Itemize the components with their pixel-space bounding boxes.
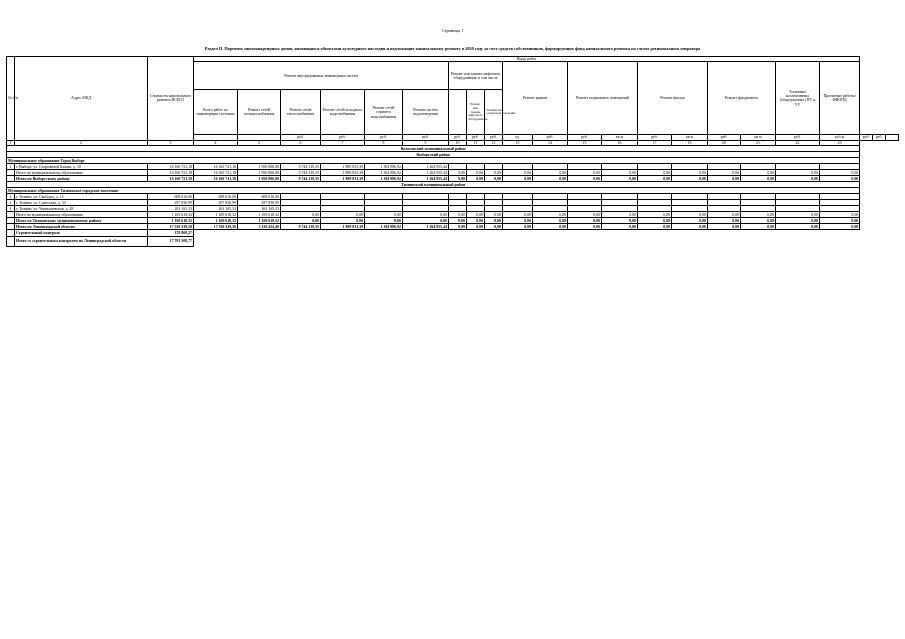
row-value: 1 304 986,92 bbox=[365, 224, 403, 230]
row-label: Итого по Тихвинскому муниципальному району bbox=[15, 218, 148, 224]
row-label: Итого по Выборгскому району bbox=[15, 176, 148, 182]
row-value: 16 160 721,18 bbox=[194, 170, 238, 176]
colnum-cell: 9 bbox=[403, 140, 449, 145]
row-value: 0,00 bbox=[503, 212, 533, 218]
row-value: 1 169 618,32 bbox=[148, 218, 194, 224]
row-value: 0,00 bbox=[638, 170, 672, 176]
colnum-cell: 11 bbox=[467, 140, 485, 145]
row-value: 9 744 139,35 bbox=[281, 164, 321, 170]
unit-cell: куб.м bbox=[820, 135, 860, 140]
colnum-cell: 5 bbox=[238, 140, 281, 145]
row-value: 0,00 bbox=[602, 176, 638, 182]
row-value: 16 160 721,18 bbox=[148, 176, 194, 182]
header-heat: Ремонт сетей теплоснабжения bbox=[281, 90, 321, 135]
row-value: 0,00 bbox=[485, 218, 503, 224]
header-total-cost: Стоимость капитального ремонта ВСЕГО bbox=[148, 57, 194, 141]
row-value: 0,00 bbox=[568, 176, 602, 182]
row-value: 0,00 bbox=[568, 218, 602, 224]
row-value: 0,00 bbox=[708, 218, 741, 224]
row-value: 16 160 721,18 bbox=[194, 164, 238, 170]
row-value: 263 165,33 bbox=[148, 206, 194, 212]
row-value: 0,00 bbox=[321, 212, 365, 218]
header-meters: Установка коллективных (общедомовых) ПУ и УУ bbox=[776, 62, 820, 135]
header-roof: Ремонт крыши bbox=[503, 62, 568, 135]
header-elevator-blank bbox=[449, 90, 467, 135]
row-value: 0,00 bbox=[568, 224, 602, 230]
unit-cell: руб. bbox=[467, 135, 485, 140]
final-blank bbox=[7, 237, 15, 247]
row-label: г. Тихвин, ул. Советская, д. 33 bbox=[15, 200, 148, 206]
unit-cell: руб. bbox=[776, 135, 820, 140]
header-electro: Ремонт сетей электроснабжения bbox=[238, 90, 281, 135]
row-value: 0,00 bbox=[708, 212, 741, 218]
row-value: 0,00 bbox=[533, 212, 568, 218]
header-design: Проектные работы/ФИОПД bbox=[820, 62, 860, 135]
row-number: 2 bbox=[7, 194, 15, 200]
row-value: 1 304 986,92 bbox=[365, 170, 403, 176]
colnum-cell: 10 bbox=[449, 140, 467, 145]
row-value: 0,00 bbox=[602, 218, 638, 224]
unit-cell: руб. bbox=[281, 135, 321, 140]
row-value: 9 744 139,35 bbox=[281, 224, 321, 230]
section-vyborgsky: Выборгский район bbox=[7, 152, 860, 158]
header-sewer: Ремонт систем водоотведения bbox=[403, 90, 449, 135]
section-tikhvinsky: Тихвинский муниципальный район bbox=[7, 182, 860, 188]
colnum-cell: 21 bbox=[741, 140, 776, 145]
row-value: 1 264 955,44 bbox=[403, 176, 449, 182]
row-value: 1 956 806,08 bbox=[238, 170, 281, 176]
colnum-cell: 18 bbox=[672, 140, 708, 145]
colnum-cell: 4 bbox=[194, 140, 238, 145]
row-value: 1 889 833,39 bbox=[321, 224, 365, 230]
row-value: 9 744 139,35 bbox=[281, 170, 321, 176]
row-value: 0,00 bbox=[776, 170, 820, 176]
row-value: 297 836,99 bbox=[148, 200, 194, 206]
row-value: 0,00 bbox=[820, 176, 860, 182]
row-value: 0,00 bbox=[449, 218, 467, 224]
row-value: 0,00 bbox=[672, 218, 708, 224]
row-value: 0,00 bbox=[672, 212, 708, 218]
unit-cell: руб. bbox=[873, 135, 886, 140]
row-value: 0,00 bbox=[602, 170, 638, 176]
row-value: 0,00 bbox=[449, 224, 467, 230]
row-value: 1 956 806,08 bbox=[238, 176, 281, 182]
row-value: 0,00 bbox=[467, 176, 485, 182]
row-value: 0,00 bbox=[485, 176, 503, 182]
unit-cell: руб. bbox=[568, 135, 602, 140]
row-value: 0,00 bbox=[820, 170, 860, 176]
row-value: 1 264 955,44 bbox=[403, 170, 449, 176]
header-no: № п/п bbox=[7, 57, 15, 141]
row-value: 1 889 833,39 bbox=[321, 170, 365, 176]
row-value: 0,00 bbox=[503, 176, 533, 182]
unit-cell: руб. bbox=[403, 135, 449, 140]
header-subtotal: Всего работ по инженерным системам bbox=[194, 90, 238, 135]
unit-cell: руб. bbox=[860, 135, 873, 140]
final-total-label: Итого со строительным контролем по Ленинградской области bbox=[15, 237, 148, 247]
row-value: 0,00 bbox=[403, 218, 449, 224]
colnum-cell: 6 bbox=[281, 140, 321, 145]
row-value: 0,00 bbox=[503, 224, 533, 230]
row-value: 0,00 bbox=[741, 212, 776, 218]
row-value: 1 169 618,32 bbox=[238, 218, 281, 224]
unit-cell bbox=[886, 135, 899, 140]
section-volosovsky: Волосовский муниципальный район bbox=[7, 146, 860, 152]
row-label: г. Тихвин, ул. Чернышевская, д. 48 bbox=[15, 206, 148, 212]
row-value: 0,00 bbox=[449, 212, 467, 218]
colnum-cell: 15 bbox=[568, 140, 602, 145]
colnum-cell: 12 bbox=[485, 140, 503, 145]
row-value: 0,00 bbox=[403, 212, 449, 218]
final-total-row bbox=[7, 237, 899, 247]
row-value: 0,00 bbox=[449, 170, 467, 176]
row-value: 0,00 bbox=[321, 218, 365, 224]
stroy-blank bbox=[7, 230, 15, 237]
row-value: 0,00 bbox=[776, 176, 820, 182]
row-value: 608 616,00 bbox=[194, 194, 238, 200]
unit-cell: руб. bbox=[708, 135, 741, 140]
header-engineering-group: Ремонт внутридомовых инженерных систем bbox=[194, 62, 449, 90]
header-facade: Ремонт фасада bbox=[638, 62, 708, 135]
unit-cell: кв.м bbox=[602, 135, 638, 140]
row-value: 297 836,99 bbox=[238, 200, 281, 206]
colnum-cell: 13 bbox=[503, 140, 533, 145]
unit-cell: кв.м bbox=[672, 135, 708, 140]
row-value: 0,00 bbox=[741, 218, 776, 224]
row-value: 0,00 bbox=[568, 170, 602, 176]
row-value: 0,00 bbox=[776, 224, 820, 230]
row-value: 0,00 bbox=[672, 176, 708, 182]
stroy-empty bbox=[194, 230, 860, 237]
row-value: 0,00 bbox=[741, 224, 776, 230]
row-value: 0,00 bbox=[820, 218, 860, 224]
row-value: 0,00 bbox=[708, 224, 741, 230]
row-value: 0,00 bbox=[638, 212, 672, 218]
row-value: 0,00 bbox=[485, 212, 503, 218]
mo-tikhvin-label: Муниципальное образование Тихвинское городское поселение bbox=[7, 188, 860, 194]
row-value: 1 304 986,92 bbox=[365, 176, 403, 182]
row-number: 1 bbox=[7, 164, 15, 170]
header-elevator-exam: Техническое освидетельствование bbox=[485, 90, 503, 135]
unit-cell: руб. bbox=[638, 135, 672, 140]
mo-vyborg-label: Муниципальное образование Город Выборг bbox=[7, 158, 860, 164]
header-basement: Ремонт подвальных помещений bbox=[568, 62, 638, 135]
row-value: 0,00 bbox=[365, 212, 403, 218]
row-value: 0,00 bbox=[467, 218, 485, 224]
colnum-cell: 20 bbox=[708, 140, 741, 145]
unit-cell: руб. bbox=[321, 135, 365, 140]
row-value: 263 165,33 bbox=[238, 206, 281, 212]
row-label: Итого по муниципальному образованию bbox=[15, 170, 148, 176]
row-value: 9 744 139,35 bbox=[281, 176, 321, 182]
row-value: 1 169 618,32 bbox=[194, 218, 238, 224]
repair-register-table bbox=[6, 56, 899, 247]
row-value: 1 304 986,92 bbox=[365, 164, 403, 170]
header-work-types: Виды работ bbox=[194, 57, 860, 62]
row-value: 0,00 bbox=[503, 170, 533, 176]
colnum-cell: 16 bbox=[602, 140, 638, 145]
row-value: 0,00 bbox=[672, 224, 708, 230]
row-value: 608 616,00 bbox=[148, 194, 194, 200]
row-number: 3 bbox=[7, 200, 15, 206]
colnum-cell: 14 bbox=[533, 140, 568, 145]
row-value: 16 160 721,18 bbox=[148, 170, 194, 176]
header-elevator-group: Ремонт или замена лифтового оборудования, в том числе bbox=[449, 62, 503, 90]
row-value: 1 264 955,44 bbox=[403, 164, 449, 170]
unit-cell: ед. bbox=[503, 135, 533, 140]
document-title: Раздел II. Перечень многоквартирных домов, являющихся объектами культурного наследия и подлежащих капитальному ремонту в 2020 году за счет средств собственников, формирующих фонд капитального ремонта на счетах регионального оператора bbox=[204, 46, 701, 51]
header-address: Адрес МКД bbox=[15, 57, 148, 141]
row-value: 17 330 339,50 bbox=[148, 224, 194, 230]
colnum-cell: 2 bbox=[15, 140, 148, 145]
row-value: 0,00 bbox=[741, 170, 776, 176]
row-value: 0,00 bbox=[365, 218, 403, 224]
row-label: Итого по Ленинградской области bbox=[15, 224, 148, 230]
page-number: Страница 1 bbox=[441, 28, 464, 33]
row-value: 1 264 955,44 bbox=[403, 224, 449, 230]
row-value: 0,00 bbox=[776, 218, 820, 224]
row-value: 1 889 833,39 bbox=[321, 164, 365, 170]
row-value: 0,00 bbox=[281, 212, 321, 218]
row-value: 0,00 bbox=[533, 176, 568, 182]
row-number: 4 bbox=[7, 206, 15, 212]
row-value: 0,00 bbox=[741, 176, 776, 182]
row-label: г. Выборг, ул. Сторожевой Башни, д. 10 bbox=[15, 164, 148, 170]
row-value: 17 330 339,50 bbox=[194, 224, 238, 230]
colnum-cell: 22 bbox=[776, 140, 820, 145]
row-value: 3 126 424,40 bbox=[238, 224, 281, 230]
row-value: 0,00 bbox=[820, 212, 860, 218]
row-value: 0,00 bbox=[638, 218, 672, 224]
row-value: 0,00 bbox=[467, 224, 485, 230]
row-value: 0,00 bbox=[776, 212, 820, 218]
colnum-cell: 3 bbox=[148, 140, 194, 145]
row-value: 0,00 bbox=[708, 170, 741, 176]
header-cold-water: Ремонт сетей холодного водоснабжения bbox=[321, 90, 365, 135]
row-value: 0,00 bbox=[533, 218, 568, 224]
stroy-control-value: 370 869,27 bbox=[148, 230, 194, 237]
row-value: 263 165,33 bbox=[194, 206, 238, 212]
colnum-cell: 17 bbox=[638, 140, 672, 145]
row-label: Итого по муниципальному образованию bbox=[15, 212, 148, 218]
row-value: 0,00 bbox=[568, 212, 602, 218]
unit-cell: кв.м bbox=[741, 135, 776, 140]
row-value: 1 889 833,39 bbox=[321, 176, 365, 182]
row-value: 0,00 bbox=[503, 218, 533, 224]
row-value: 297 836,99 bbox=[194, 200, 238, 206]
row-value: 16 160 721,18 bbox=[194, 176, 238, 182]
row-value: 1 169 618,32 bbox=[194, 212, 238, 218]
header-hot-water: Ремонт сетей горячего водоснабжения bbox=[365, 90, 403, 135]
unit-cell: руб. bbox=[533, 135, 568, 140]
final-empty bbox=[194, 237, 860, 247]
colnum-cell: 8 bbox=[365, 140, 403, 145]
header-foundation: Ремонт фундамента bbox=[708, 62, 776, 135]
row-label: г. Тихвин, ул. Свободы, д. 12 bbox=[15, 194, 148, 200]
row-value: 0,00 bbox=[449, 176, 467, 182]
row-value: 0,00 bbox=[638, 176, 672, 182]
row-value: 0,00 bbox=[602, 212, 638, 218]
colnum-cell: 7 bbox=[321, 140, 365, 145]
row-value: 1 169 618,32 bbox=[238, 212, 281, 218]
colnum-cell: 1 bbox=[7, 140, 15, 145]
row-value: 0,00 bbox=[467, 170, 485, 176]
row-value: 0,00 bbox=[672, 170, 708, 176]
unit-cell: руб. bbox=[449, 135, 467, 140]
row-value: 0,00 bbox=[485, 170, 503, 176]
row-value: 1 956 806,08 bbox=[238, 164, 281, 170]
row-value: 0,00 bbox=[533, 224, 568, 230]
row-value: 0,00 bbox=[533, 170, 568, 176]
row-value: 1 169 618,32 bbox=[148, 212, 194, 218]
stroy-control-row bbox=[7, 230, 899, 237]
row-value: 0,00 bbox=[638, 224, 672, 230]
row-value: 0,00 bbox=[602, 224, 638, 230]
unit-cell: руб. bbox=[485, 135, 503, 140]
row-value: 0,00 bbox=[708, 176, 741, 182]
colnum-cell: 23 bbox=[820, 140, 860, 145]
row-value: 0,00 bbox=[281, 218, 321, 224]
stroy-control-label: Строительный контроль bbox=[15, 230, 148, 237]
row-value: 16 160 721,18 bbox=[148, 164, 194, 170]
row-value: 0,00 bbox=[820, 224, 860, 230]
row-value: 608 616,00 bbox=[238, 194, 281, 200]
unit-cell: руб. bbox=[365, 135, 403, 140]
final-total-value: 17 701 208,77 bbox=[148, 237, 194, 247]
row-value: 0,00 bbox=[485, 224, 503, 230]
row-value: 0,00 bbox=[467, 212, 485, 218]
header-elevator-repair: Ремонт или замена лифтового оборудования bbox=[467, 90, 485, 135]
